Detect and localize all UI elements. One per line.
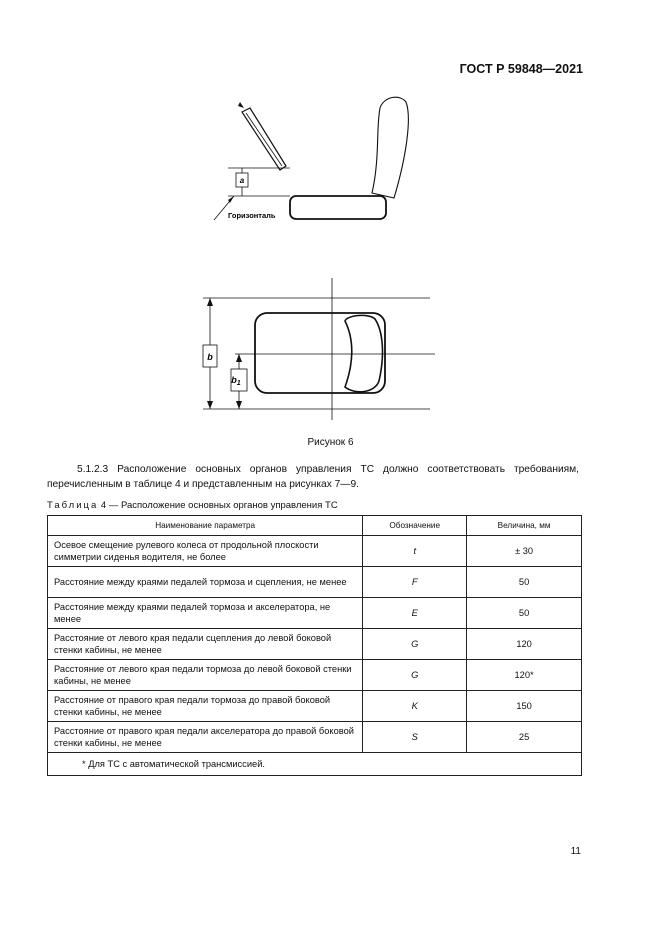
param-cell: Расстояние между краями педалей тормоза и акселератора, не менее [48, 598, 363, 629]
dimension-b-label: b [207, 352, 213, 362]
horizontal-label: Горизонталь [228, 211, 276, 220]
symbol-cell: F [363, 567, 467, 598]
symbol-cell: G [363, 629, 467, 660]
param-cell: Расстояние от правого края педали тормоза до правой боковой стенки кабины, не менее [48, 691, 363, 722]
table-row [48, 629, 582, 660]
value-cell: 25 [467, 722, 582, 753]
seat-cushion-shape [290, 196, 386, 219]
param-cell: Расстояние между краями педалей тормоза и сцепления, не менее [48, 567, 363, 598]
dimension-a-label: a [239, 176, 245, 185]
table-row [48, 691, 582, 722]
dimension-b1-subscript: 1 [236, 380, 241, 387]
table-row [48, 598, 582, 629]
seat-back-top-shape [345, 315, 382, 391]
seat-cushion-top-shape [255, 313, 385, 393]
table-footnote: * Для ТС с автоматической трансмиссией. [48, 753, 582, 776]
seat-top-view-diagram [195, 275, 440, 425]
page-number: 11 [570, 846, 581, 857]
symbol-cell: t [363, 536, 467, 567]
header-parameter: Наименование параметра [48, 516, 363, 536]
param-cell: Расстояние от левого края педали тормоза до левой боковой стенки кабины, не менее [48, 660, 363, 691]
table-row [48, 567, 582, 598]
table-footnote-row [48, 753, 582, 776]
value-cell: 120 [467, 629, 582, 660]
controls-table [47, 515, 582, 776]
table-row [48, 660, 582, 691]
symbol-cell: S [363, 722, 467, 753]
seat-side-view-diagram [200, 88, 440, 233]
document-id: ГОСТ Р 59848—2021 [459, 62, 583, 76]
table-title-label: Таблица [47, 500, 99, 511]
symbol-cell: E [363, 598, 467, 629]
value-cell: 120* [467, 660, 582, 691]
value-cell: 50 [467, 598, 582, 629]
section-paragraph [47, 462, 579, 492]
value-cell: ± 30 [467, 536, 582, 567]
param-cell: Осевое смещение рулевого колеса от продольной плоскости симметрии сиденья водителя, не более [48, 536, 363, 567]
header-symbol: Обозначение [363, 516, 467, 536]
paragraph-text: 5.1.2.3 Расположение основных органов управления ТС должно соответствовать требованиям, перечисленным в таблице 4 и представленным на рисунках 7—9. [47, 464, 579, 490]
header-value: Величина, мм [467, 516, 582, 536]
seat-back-shape [372, 97, 408, 198]
dimension-b1-label: $b_1$ [231, 375, 241, 387]
table-title-text: 4 — Расположение основных органов управления ТС [98, 500, 338, 511]
symbol-cell: G [363, 660, 467, 691]
value-cell: 150 [467, 691, 582, 722]
table-header-row [48, 516, 582, 536]
table-row [48, 536, 582, 567]
symbol-cell: K [363, 691, 467, 722]
table-title [47, 500, 338, 511]
value-cell: 50 [467, 567, 582, 598]
param-cell: Расстояние от правого края педали акселератора до правой боковой стенки кабины, не менее [48, 722, 363, 753]
param-cell: Расстояние от левого края педали сцепления до левой боковой стенки кабины, не менее [48, 629, 363, 660]
figure-caption: Рисунок 6 [307, 437, 354, 448]
table-row [48, 722, 582, 753]
